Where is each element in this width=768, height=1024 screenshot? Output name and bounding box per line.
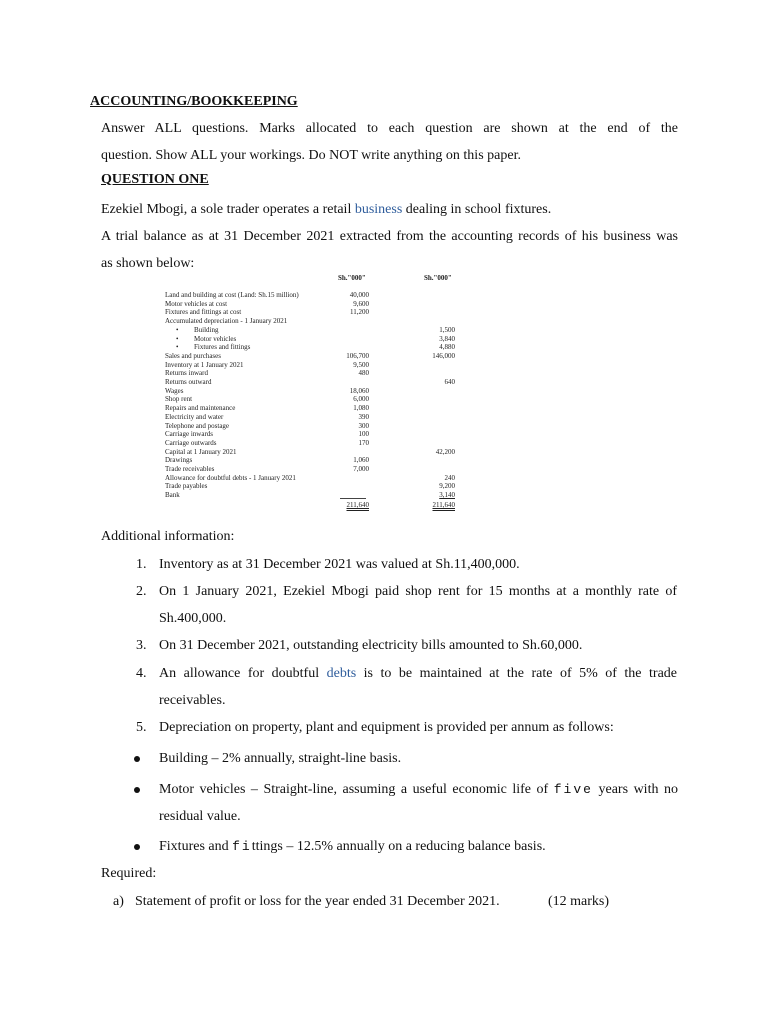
trial-balance-row	[165, 378, 465, 387]
list-text: Depreciation on property, plant and equipment is provided per annum as follows:	[159, 720, 614, 735]
trial-balance-row	[165, 474, 465, 483]
trial-balance-row	[165, 387, 465, 396]
row-debit: 100	[358, 430, 369, 439]
row-label: Wages	[165, 386, 184, 395]
row-credit: 1,500	[439, 325, 455, 334]
trial-balance-row	[165, 326, 465, 335]
row-label: Fixtures and fittings at cost	[165, 308, 242, 317]
row-label: Land and building at cost (Land: Sh.15 million)	[165, 291, 299, 299]
list-text-before: An allowance for doubtful	[159, 666, 327, 681]
intro-text-after: dealing in school fixtures.	[402, 202, 552, 217]
list-text: Inventory as at 31 December 2021 was valued at Sh.11,400,000.	[159, 557, 520, 572]
row-label: Allowance for doubtful debts - 1 January 2021	[165, 473, 296, 482]
bullet-text	[159, 776, 678, 803]
trial-balance-row	[165, 395, 465, 404]
row-credit: 240	[444, 473, 455, 482]
bullet-text-before: Fixtures and	[159, 839, 233, 854]
trial-balance-row	[165, 352, 465, 361]
list-text	[159, 660, 677, 687]
row-debit: 480	[358, 369, 369, 378]
list-text: On 1 January 2021, Ezekiel Mbogi paid shop rent for 15 months at a monthly rate of	[159, 584, 677, 599]
list-text: Sh.400,000.	[159, 611, 227, 626]
trial-balance-row	[165, 369, 465, 378]
row-label: Motor vehicles	[194, 334, 237, 343]
row-label: Fixtures and fittings	[194, 343, 251, 352]
dr-total: 211,640	[346, 501, 369, 509]
list-number: 3.	[136, 638, 147, 653]
row-credit: 4,880	[439, 343, 455, 352]
trial-balance-row	[165, 413, 465, 422]
row-label: Carriage outwards	[165, 438, 217, 447]
instructions-line-1: Answer ALL questions. Marks allocated to each question are shown at the end of the	[101, 121, 678, 136]
row-credit: 640	[444, 378, 455, 386]
cr-column-header: Sh."000"	[424, 274, 452, 282]
required-label: Required:	[101, 866, 157, 881]
trial-balance-row	[165, 465, 465, 474]
row-debit: 6,000	[353, 395, 369, 404]
row-credit: 42,200	[435, 447, 455, 456]
list-number: 4.	[136, 666, 147, 681]
row-label: Motor vehicles at cost	[165, 299, 228, 308]
row-debit: 9,500	[353, 360, 369, 369]
trial-balance-row	[165, 491, 465, 500]
bullet-text	[159, 833, 678, 860]
row-label: Repairs and maintenance	[165, 404, 236, 413]
row-label: Capital at 1 January 2021	[165, 447, 237, 456]
bullet-text: residual value.	[159, 809, 241, 824]
list-text: receivables.	[159, 693, 226, 708]
dr-column-header: Sh."000"	[338, 274, 366, 282]
row-label: Bank	[165, 491, 180, 500]
bullet-icon	[134, 844, 140, 850]
trial-balance-row	[165, 448, 465, 457]
row-debit: 1,060	[353, 456, 369, 465]
question-title: QUESTION ONE	[101, 172, 209, 187]
bullet-text-before: Motor vehicles – Straight-line, assuming a useful economic life of	[159, 782, 554, 797]
row-label: Sales and purchases	[165, 351, 221, 360]
row-label: Returns outward	[165, 378, 212, 386]
instructions-line-2: question. Show ALL your workings. Do NOT write anything on this paper.	[101, 148, 521, 163]
row-credit: 9,200	[439, 482, 455, 491]
row-debit: 106,700	[346, 351, 369, 360]
additional-info-label: Additional information:	[101, 529, 235, 544]
bullet-text-after: years with no	[592, 782, 678, 797]
trial-balance-row	[165, 404, 465, 413]
intro-text-before: Ezekiel Mbogi, a sole trader operates a retail	[101, 202, 355, 217]
bullet-text-spaced: fi	[232, 839, 252, 854]
row-bullet-icon: •	[176, 343, 179, 352]
debts-link[interactable]: debts	[326, 666, 357, 681]
row-label: Trade payables	[165, 482, 208, 491]
row-label: Accumulated depreciation - 1 January 2021	[165, 317, 288, 326]
row-debit: 40,000	[349, 291, 369, 299]
row-label: Building	[194, 325, 219, 334]
row-label: Electricity and water	[165, 412, 224, 421]
trial-balance-intro-line-1: A trial balance as at 31 December 2021 extracted from the accounting records of his business was	[101, 229, 678, 244]
trial-balance-row	[165, 335, 465, 344]
row-debit: 18,060	[349, 386, 369, 395]
required-item-text: Statement of profit or loss for the year ended 31 December 2021.	[135, 894, 500, 909]
trial-balance-row	[165, 361, 465, 370]
bullet-text-after: ttings – 12.5% annually on a reducing balance basis.	[251, 839, 546, 854]
trial-balance-row	[165, 308, 465, 317]
row-label: Trade receivables	[165, 465, 215, 473]
trial-balance-row	[165, 300, 465, 309]
trial-balance-row	[165, 343, 465, 352]
row-debit: 300	[358, 421, 369, 430]
required-item-marks: (12 marks)	[548, 894, 610, 909]
bullet-text: Building – 2% annually, straight-line basis.	[159, 751, 402, 766]
trial-balance-row	[165, 422, 465, 431]
trial-balance-totals-row	[165, 501, 465, 510]
business-link[interactable]: business	[354, 202, 403, 217]
trial-balance-row	[165, 456, 465, 465]
row-debit: 390	[358, 412, 369, 421]
row-credit: 3,140	[439, 491, 455, 500]
trial-balance-row	[165, 317, 465, 326]
row-bullet-icon: •	[176, 334, 179, 343]
row-label: Shop rent	[165, 395, 193, 404]
section-heading: ACCOUNTING/BOOKKEEPING	[90, 94, 298, 109]
list-text-after: is to be maintained at the rate of 5% of the trade	[356, 666, 677, 681]
row-label: Drawings	[165, 456, 193, 465]
row-debit: 7,000	[353, 465, 369, 473]
list-number: 1.	[136, 557, 147, 572]
row-debit: 9,600	[353, 299, 369, 308]
row-label: Telephone and postage	[165, 421, 230, 430]
intro-paragraph	[101, 196, 678, 223]
bullet-icon	[134, 756, 140, 762]
trial-balance-row	[165, 439, 465, 448]
row-debit: 1,080	[353, 404, 369, 413]
row-label: Inventory at 1 January 2021	[165, 360, 244, 369]
trial-balance-row	[165, 430, 465, 439]
trial-balance-row	[165, 291, 465, 300]
bullet-icon	[134, 787, 140, 793]
list-number: 5.	[136, 720, 147, 735]
trial-balance-table	[150, 272, 470, 517]
trial-balance-row	[165, 482, 465, 491]
list-text: On 31 December 2021, outstanding electricity bills amounted to Sh.60,000.	[159, 638, 583, 653]
row-credit: 3,840	[439, 334, 455, 343]
trial-balance-intro-line-2: as shown below:	[101, 256, 195, 271]
row-debit: 11,200	[350, 308, 369, 317]
bullet-text-spaced: five	[553, 782, 593, 797]
cr-total: 211,640	[432, 501, 455, 509]
row-credit: 146,000	[432, 351, 455, 360]
dr-total-rule	[340, 498, 366, 499]
row-debit: 170	[358, 438, 369, 447]
row-label: Carriage inwards	[165, 430, 214, 439]
list-number: 2.	[136, 584, 147, 599]
row-bullet-icon: •	[176, 325, 179, 334]
row-label: Returns inward	[165, 369, 208, 378]
required-item-label: a)	[113, 894, 124, 909]
